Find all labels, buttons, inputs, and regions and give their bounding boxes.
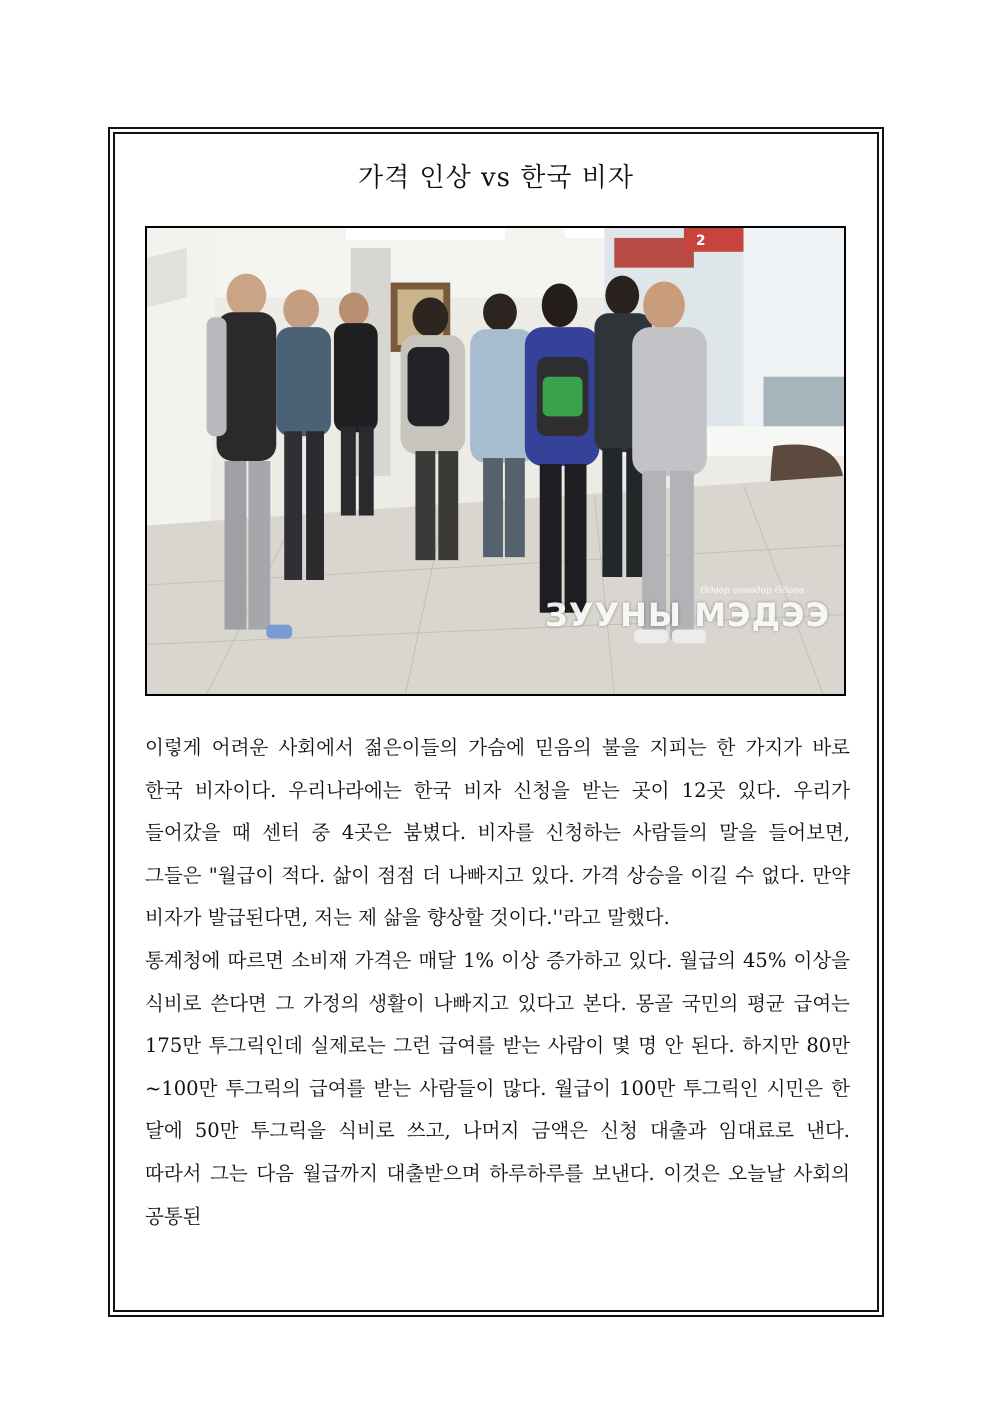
article-body bbox=[145, 727, 850, 1238]
counter-number: 2 bbox=[695, 232, 706, 249]
paragraph-2: 통계청에 따르면 소비재 가격은 매달 1% 이상 증가하고 있다. 월급의 45% 이상을 식비로 쓴다면 그 가정의 생활이 나빠지고 있다고 본다. 몽골 국민의 평균 급여는 175만 투그릭인데 실제로는 그런 급여를 받는 사람이 몇 명 안 된다. 하지만 80만~100만 투그릭의 급여를 받는 사람들이 많다. 월급이 100만 투그릭인 시민은 한 달에 50만 투그릭을 식비로 쓰고, 나머지 금액은 신청 대출과 임대료로 낸다. 따라서 그는 다음 월급까지 대출받으며 하루하루를 보낸다. 이것은 오늘날 사회의 공통된 bbox=[145, 948, 850, 1228]
photo-watermark-logo: ЗУУНЫ МЭДЭЭ bbox=[545, 596, 830, 634]
article-title: 가격 인상 vs 한국 비자 bbox=[357, 163, 635, 193]
article-photo bbox=[145, 226, 846, 696]
photo-watermark-tagline: Өдөөр өнөөдөр Өдөөө bbox=[700, 586, 804, 596]
paragraph-1: 이렇게 어려운 사회에서 젊은이들의 가슴에 믿음의 불을 지피는 한 가지가 바로 한국 비자이다. 우리나라에는 한국 비자 신청을 받는 곳이 12곳 있다. 우리가 들어갔을 때 센터 중 4곳은 붐볐다. 비자를 신청하는 사람들의 말을 들어보면, 그들은 "월급이 적다. 삶이 점점 더 나빠지고 있다. 가격 상승을 이길 수 없다. 만약 비자가 발급된다면, 저는 제 삶을 향상할 것이다.''라고 말했다. bbox=[145, 736, 850, 930]
